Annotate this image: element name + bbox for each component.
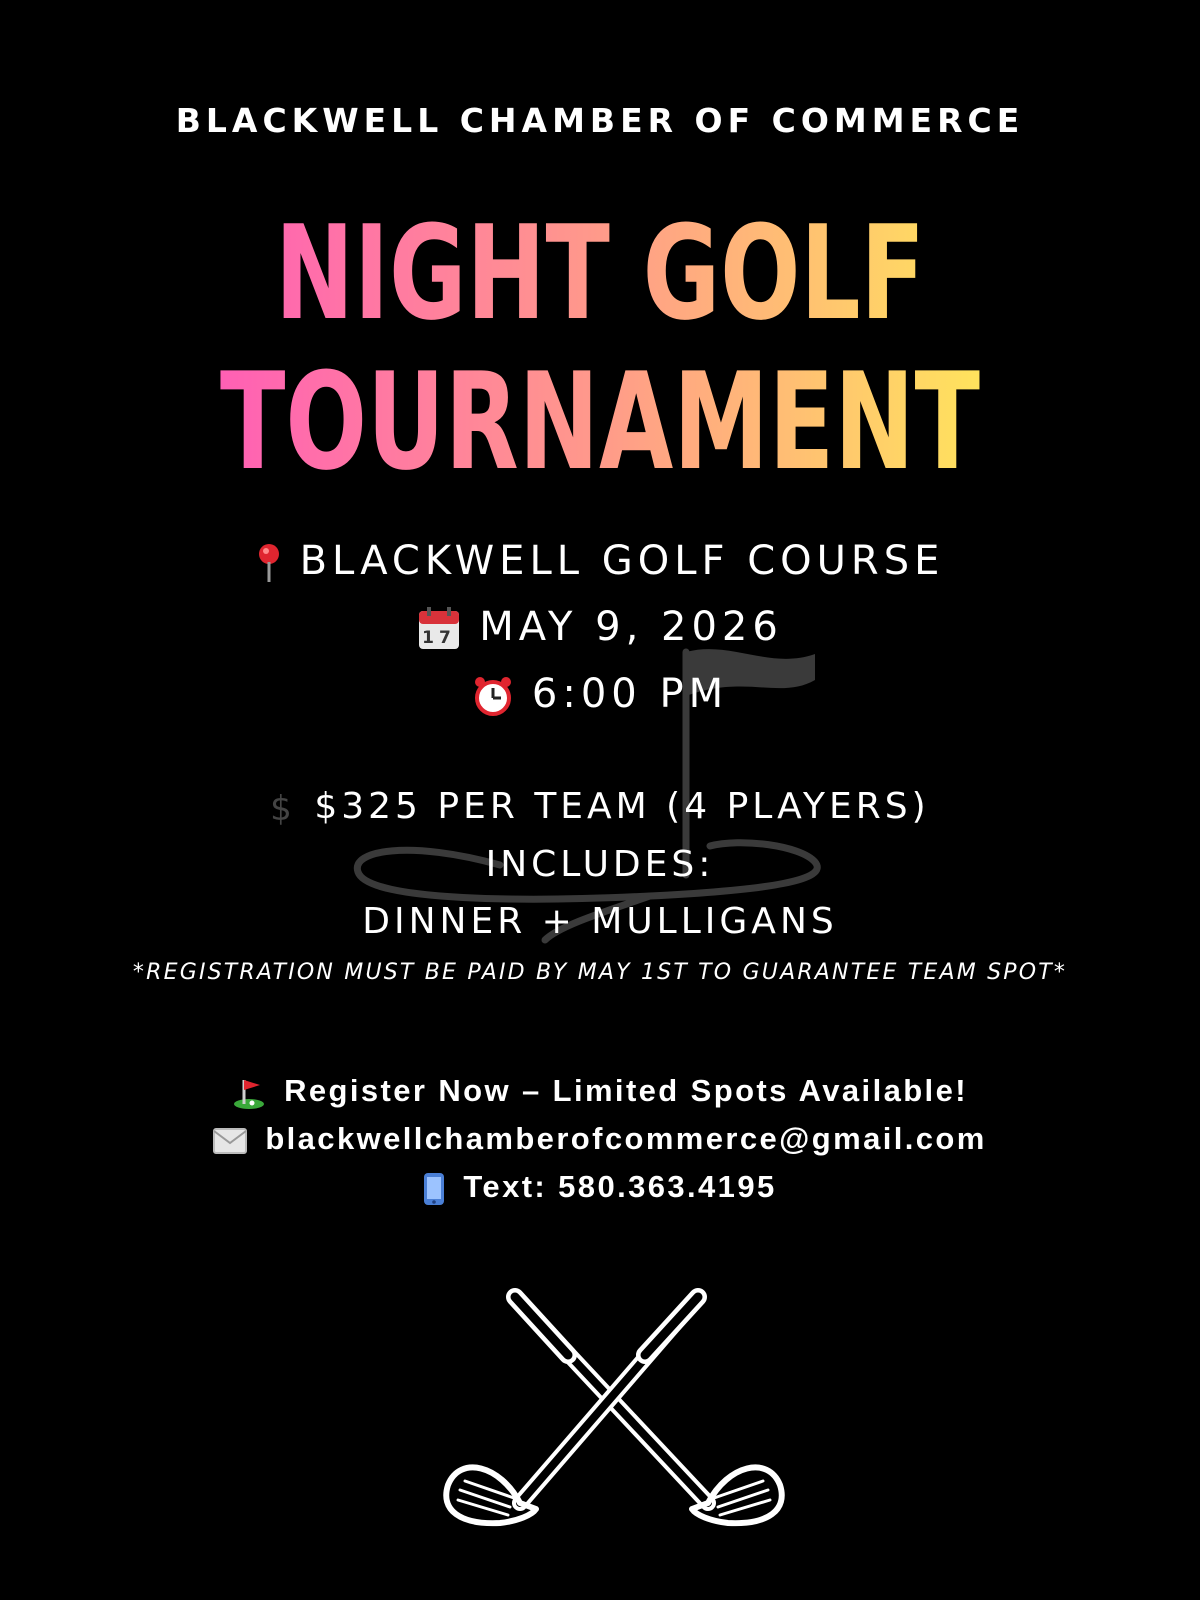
event-title xyxy=(0,180,1200,480)
phone-line xyxy=(0,1167,1200,1207)
price-text: $325 PER TEAM (4 PLAYERS) xyxy=(314,786,930,827)
organization-name: BLACKWELL CHAMBER OF COMMERCE xyxy=(175,101,1025,140)
time-text: 6:00 PM xyxy=(531,671,729,717)
date-text: MAY 9, 2026 xyxy=(479,604,783,650)
email-line xyxy=(0,1119,1200,1159)
register-text: Register Now – Limited Spots Available! xyxy=(284,1073,968,1108)
date-line xyxy=(0,602,1200,652)
calendar-icon xyxy=(417,607,461,651)
crossed-golf-clubs-icon xyxy=(440,1285,790,1545)
map-pin-icon xyxy=(256,542,282,584)
golf-flag-icon xyxy=(232,1076,266,1110)
phone-link[interactable]: Text: 580.363.4195 xyxy=(463,1169,777,1204)
title-line-1: NIGHT GOLF xyxy=(275,197,925,349)
svg-text:$: $ xyxy=(270,789,297,828)
time-line xyxy=(0,669,1200,719)
register-line xyxy=(0,1071,1200,1111)
email-link[interactable]: blackwellchamberofcommerce@gmail.com xyxy=(265,1121,987,1156)
svg-text:17: 17 xyxy=(422,628,457,648)
mobile-phone-icon xyxy=(423,1172,445,1206)
location-text: BLACKWELL GOLF COURSE xyxy=(299,538,945,584)
included-items: DINNER + MULLIGANS xyxy=(362,901,838,942)
location-line xyxy=(0,536,1200,586)
envelope-icon xyxy=(213,1128,247,1154)
price-line xyxy=(0,782,1200,832)
alarm-clock-icon xyxy=(472,675,514,717)
registration-note: *REGISTRATION MUST BE PAID BY MAY 1ST TO GUARANTEE TEAM SPOT* xyxy=(132,960,1068,985)
dollar-icon xyxy=(270,788,296,828)
title-line-2: TOURNAMENT xyxy=(220,344,980,480)
includes-label: INCLUDES: xyxy=(485,844,715,885)
